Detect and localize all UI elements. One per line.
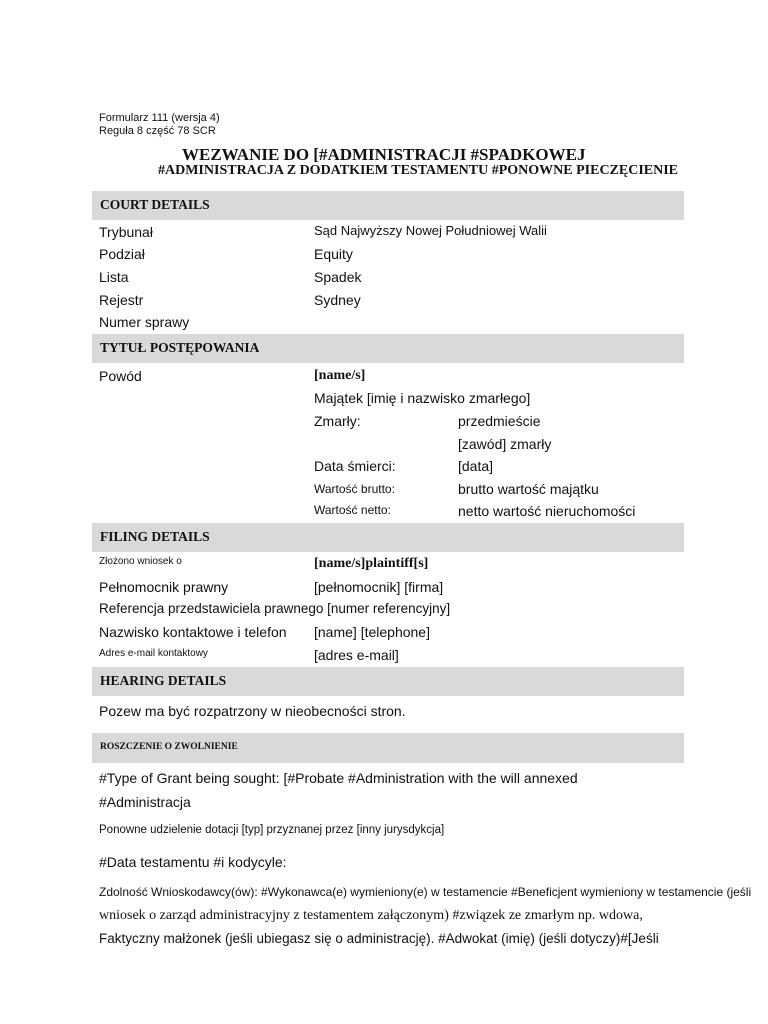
rule-reference: Reguła 8 część 78 SCR — [99, 125, 216, 137]
section-heading: FILING DETAILS — [100, 529, 210, 544]
division-value: Equity — [314, 246, 353, 262]
hearing-text: Pozew ma być rozpatrzony w nieobecności stron. — [99, 703, 406, 719]
estate-line: Majątek [imię i nazwisko zmarłego] — [314, 390, 531, 406]
gross-value-label: Wartość brutto: — [314, 482, 395, 496]
registry-label: Rejestr — [99, 292, 144, 308]
grant-type-line-2: #Administracja — [99, 794, 191, 810]
capacity-line-2: wniosek o zarząd administracyjny z testamentem załączonym) #związek ze zmarłym np. wdowa, — [99, 908, 643, 923]
document-subtitle: #ADMINISTRACJA Z DODATKIEM TESTAMENTU #PONOWNE PIECZĘCIENIE — [158, 163, 679, 178]
solicitor-reference: Referencja przedstawiciela prawnego [numer referencyjny] — [99, 601, 451, 616]
case-number-label: Numer sprawy — [99, 314, 190, 330]
section-title-of-proceedings — [92, 334, 684, 363]
capacity-line: Zdolność Wnioskodawcy(ów): #Wykonawca(e) wymieniony(e) w testamencie #Beneficjent wymieniony w testamencie (jeśli — [99, 885, 752, 899]
grant-type-line: #Type of Grant being sought: [#Probate #Administration with the will annexed — [99, 770, 578, 786]
death-date-label: Data śmierci: — [314, 458, 396, 474]
capacity-line-3: Faktyczny małżonek (jeśli ubiegasz się o administrację). #Adwokat (imię) (jeśli dotyczy)#[Jeśli — [99, 931, 659, 946]
section-heading: HEARING DETAILS — [100, 673, 227, 688]
email-label: Adres e-mail kontaktowy — [99, 648, 208, 659]
net-value-label: Wartość netto: — [314, 503, 391, 517]
division-label: Podział — [99, 246, 145, 262]
regrant-line: Ponowne udzielenie dotacji [typ] przyznanej przez [inny jurysdykcja] — [99, 824, 445, 836]
will-date-line: #Data testamentu #i kodycyle: — [99, 854, 287, 870]
list-label: Lista — [99, 269, 129, 285]
death-date-value: [data] — [458, 458, 494, 474]
section-heading: COURT DETAILS — [100, 197, 210, 212]
deceased-suburb: przedmieście — [458, 413, 541, 429]
deceased-label: Zmarły: — [314, 413, 361, 429]
contact-label: Nazwisko kontaktowe i telefon — [99, 624, 287, 640]
gross-value: brutto wartość majątku — [458, 481, 599, 497]
section-heading: TYTUŁ POSTĘPOWANIA — [100, 340, 260, 355]
section-claim — [92, 733, 684, 763]
section-court-details — [92, 191, 684, 220]
deceased-occupation: [zawód] zmarły — [458, 436, 552, 452]
plaintiff-label: Powód — [99, 368, 142, 384]
court-value: Sąd Najwyższy Nowej Południowej Walii — [314, 223, 547, 238]
court-label: Trybunał — [99, 224, 153, 240]
document-title: WEZWANIE DO [#ADMINISTRACJI #SPADKOWEJ — [182, 145, 586, 164]
registry-value: Sydney — [314, 292, 361, 308]
email-value: [adres e-mail] — [314, 647, 399, 663]
plaintiff-value: [name/s] — [314, 368, 366, 383]
contact-value: [name] [telephone] — [314, 624, 430, 640]
net-value: netto wartość nieruchomości — [458, 503, 636, 519]
filed-for-value: [name/s]plaintiff[s] — [314, 556, 429, 571]
filed-for-label: Złożono wniosek o — [99, 556, 182, 567]
section-hearing-details — [92, 667, 684, 696]
list-value: Spadek — [314, 269, 362, 285]
solicitor-label: Pełnomocnik prawny — [99, 579, 229, 595]
section-heading: ROSZCZENIE O ZWOLNIENIE — [100, 742, 238, 752]
solicitor-value: [pełnomocnik] [firma] — [314, 579, 444, 595]
section-filing-details — [92, 523, 684, 552]
form-number: Formularz 111 (wersja 4) — [99, 112, 220, 124]
